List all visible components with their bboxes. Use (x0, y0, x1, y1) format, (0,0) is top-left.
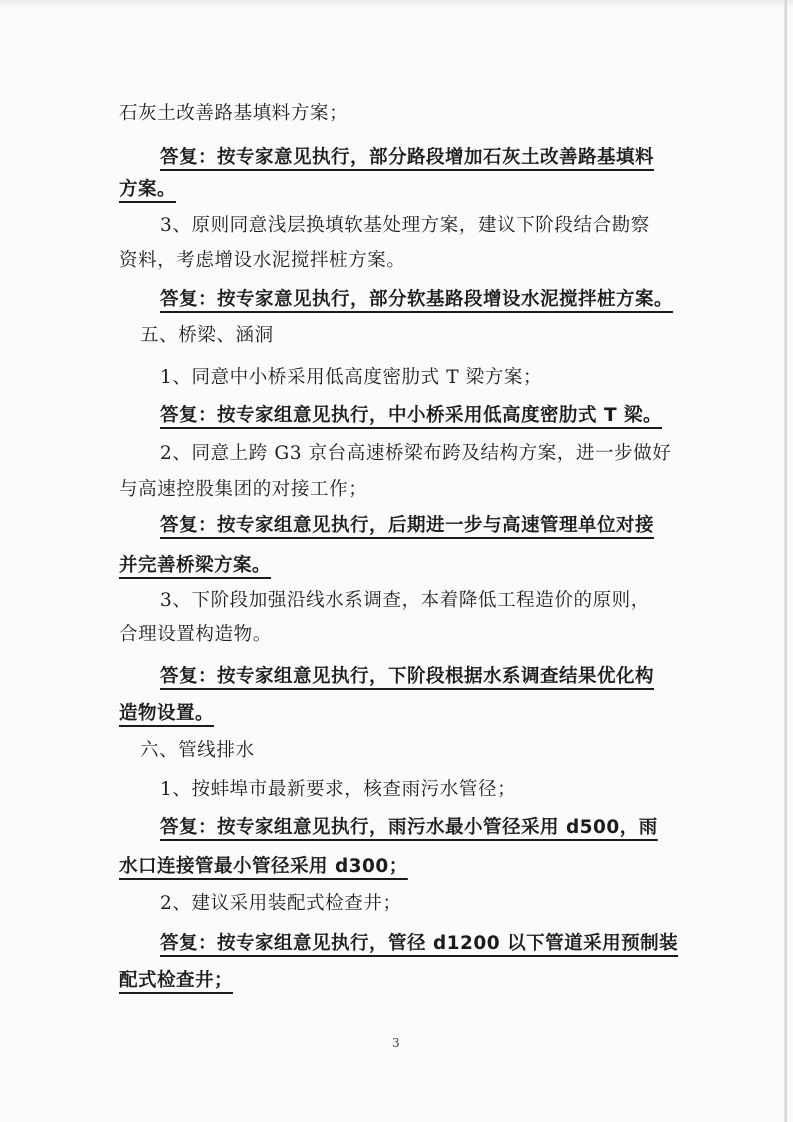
text-line: 与高速控股集团的对接工作； (119, 479, 368, 500)
reply-line: 答复：按专家组意见执行，下阶段根据水系调查结果优化构 (160, 666, 655, 687)
text-line: 资料，考虑增设水泥搅拌桩方案。 (119, 250, 406, 271)
text-line: 1、同意中小桥采用低高度密肋式 T 梁方案； (160, 367, 543, 388)
reply-line: 并完善桥梁方案。 (119, 555, 272, 576)
reply-line: 方案。 (119, 179, 177, 200)
reply-line: 答复：按专家意见执行，部分路段增加石灰土改善路基填料 (160, 147, 655, 168)
section-heading: 六、管线排水 (140, 740, 255, 761)
reply-line: 答复：按专家组意见执行，后期进一步与高速管理单位对接 (160, 515, 655, 536)
section-heading: 五、桥梁、涵洞 (140, 325, 274, 346)
text-line: 3、原则同意浅层换填软基处理方案，建议下阶段结合勘察 (160, 215, 650, 236)
text-line: 2、同意上跨 G3 京台高速桥梁布跨及结构方案，进一步做好 (160, 443, 672, 464)
reply-line: 配式检查井； (119, 970, 234, 991)
scan-edge-top (0, 0, 793, 8)
scan-edge-right (784, 0, 787, 1122)
reply-line: 答复：按专家意见执行，部分软基路段增设水泥搅拌桩方案。 (160, 289, 674, 310)
text-line: 1、按蚌埠市最新要求，核查雨污水管径； (160, 779, 517, 800)
reply-line: 造物设置。 (119, 703, 215, 724)
text-line: 2、建议采用装配式检查井； (160, 893, 402, 914)
reply-line: 答复：按专家组意见执行，中小桥采用低高度密肋式 T 梁。 (160, 405, 663, 426)
reply-line: 答复：按专家组意见执行，雨污水最小管径采用 d500，雨 (160, 817, 658, 838)
reply-line: 答复：按专家组意见执行，管径 d1200 以下管道采用预制装 (160, 933, 679, 954)
reply-line: 水口连接管最小管径采用 d300； (119, 856, 408, 877)
text-line: 3、下阶段加强沿线水系调查，本着降低工程造价的原则， (160, 590, 650, 611)
text-line: 合理设置构造物。 (119, 624, 272, 645)
page-number: 3 (392, 1036, 400, 1050)
text-line: 石灰土改善路基填料方案； (119, 103, 349, 124)
